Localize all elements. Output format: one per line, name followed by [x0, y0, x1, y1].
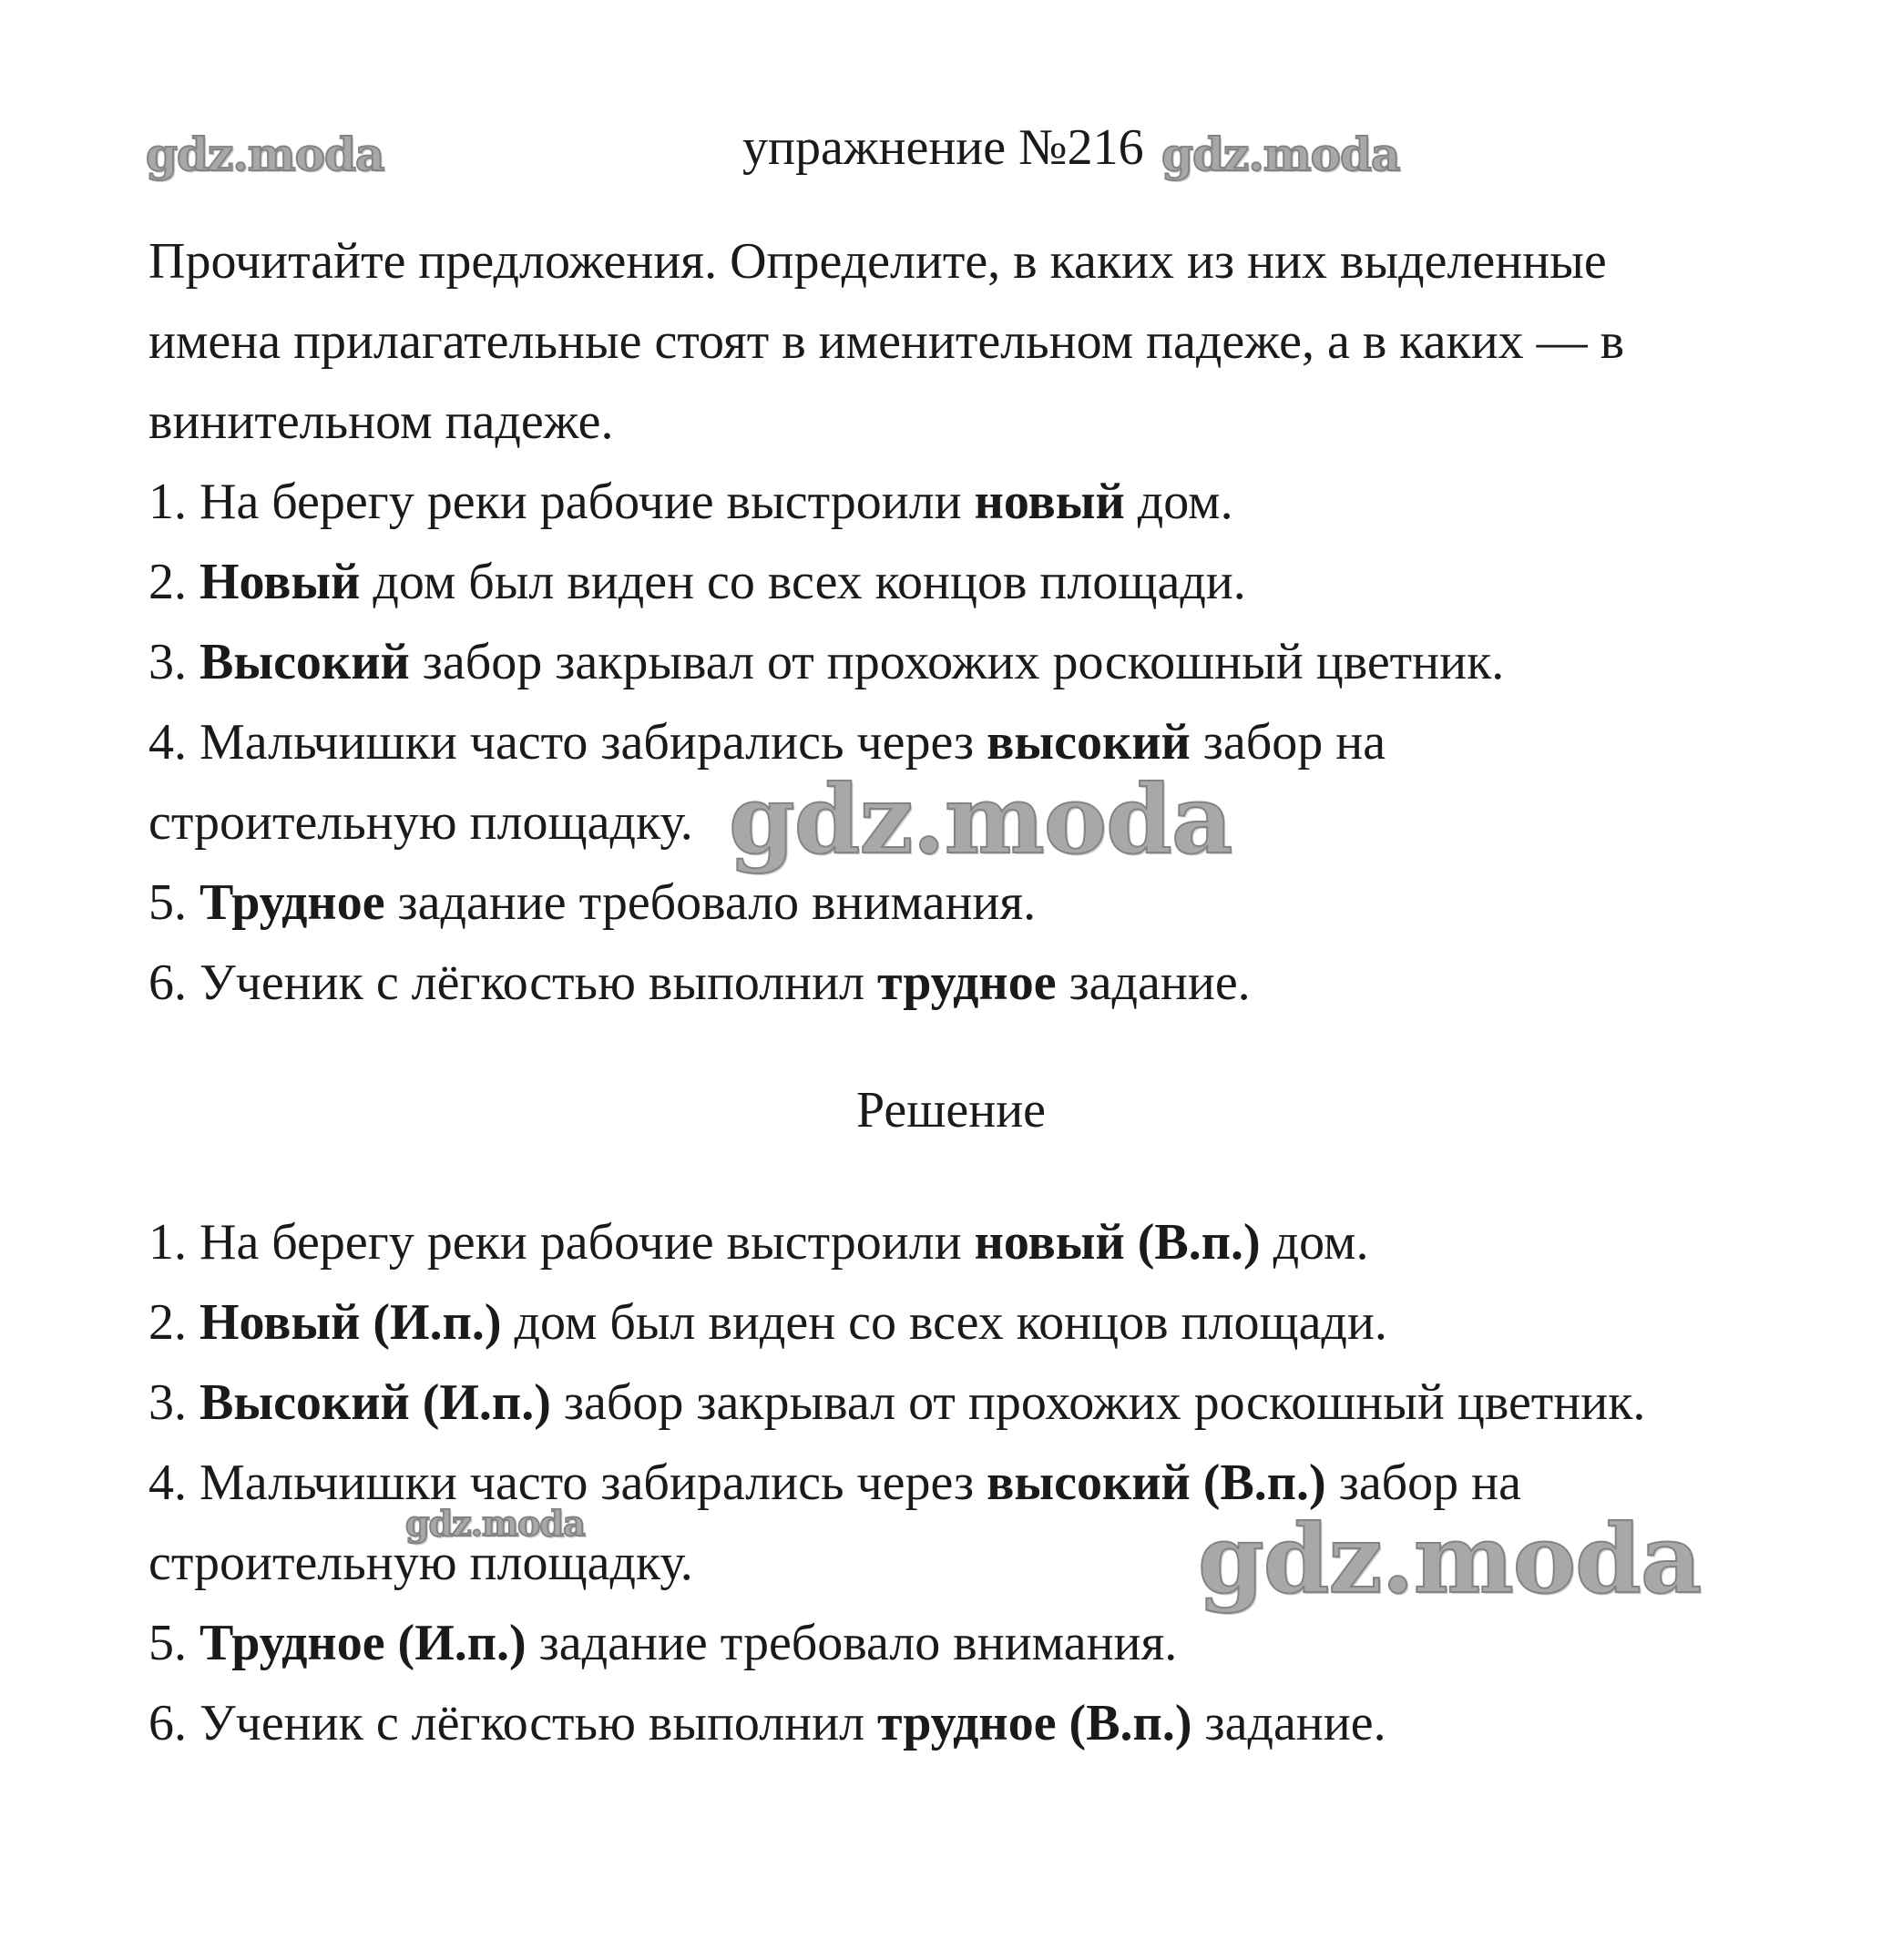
solution-sentence-4: 4. Мальчишки часто забирались через высокий (В.п.) забор на [148, 1455, 1521, 1511]
task-sentence-1: 1. На берегу реки рабочие выстроили новый дом. [148, 474, 1233, 530]
watermark-solution-small: gdz.moda [405, 1503, 585, 1544]
task-sentence-4: 4. Мальчишки часто забирались через высокий забор на [148, 714, 1386, 771]
page-title: упражнение №216 [742, 119, 1144, 176]
task-sentence-6: 6. Ученик с лёгкостью выполнил трудное задание. [148, 954, 1251, 1011]
watermark-top-right: gdz.moda [1161, 128, 1400, 181]
solution-sentence-6: 6. Ученик с лёгкостью выполнил трудное (В.п.) задание. [148, 1695, 1386, 1751]
task-sentence-5: 5. Трудное задание требовало внимания. [148, 874, 1037, 931]
solution-sentence-2: 2. Новый (И.п.) дом был виден со всех концов площади. [148, 1294, 1387, 1351]
task-intro-line: Прочитайте предложения. Определите, в каких из них выделенные [148, 233, 1607, 290]
task-sentence-4-cont: строительную площадку. [148, 794, 693, 851]
task-intro-line: винительном падеже. [148, 393, 614, 450]
solution-sentence-3: 3. Высокий (И.п.) забор закрывал от прохожих роскошный цветник. [148, 1374, 1646, 1431]
task-block [148, 221, 1788, 1023]
solution-sentence-4-cont: строительную площадку. [148, 1535, 693, 1591]
task-intro-line: имена прилагательные стоят в именительном падеже, а в каких — в [148, 313, 1625, 370]
solution-sentence-5: 5. Трудное (И.п.) задание требовало внимания. [148, 1615, 1178, 1671]
task-sentence-3: 3. Высокий забор закрывал от прохожих роскошный цветник. [148, 634, 1505, 690]
solution-heading: Решение [855, 1082, 1047, 1138]
watermark-top-left: gdz.moda [146, 128, 384, 181]
solution-sentence-1: 1. На берегу реки рабочие выстроили новый (В.п.) дом. [148, 1214, 1369, 1271]
solution-block [148, 1202, 1788, 1763]
watermark-solution-big: gdz.moda [1198, 1503, 1702, 1615]
task-sentence-2: 2. Новый дом был виден со всех концов площади. [148, 554, 1246, 610]
watermark-middle: gdz.moda [729, 763, 1232, 875]
